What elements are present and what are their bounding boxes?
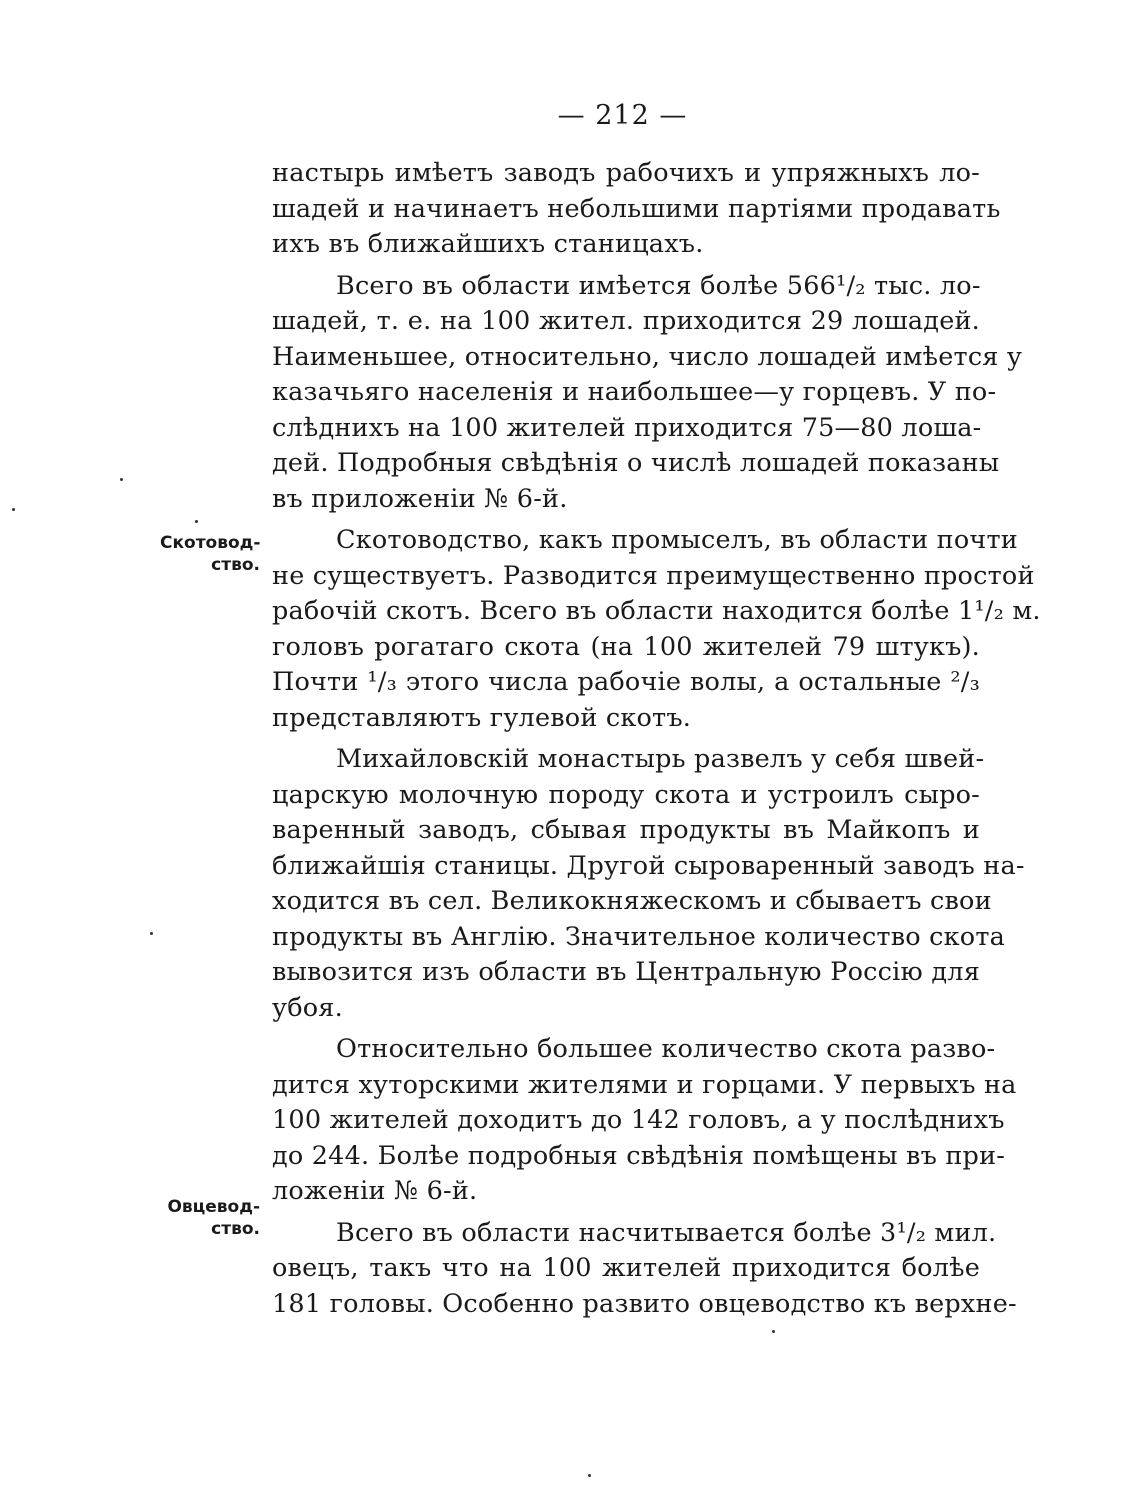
text-line: 181 головы. Особенно развито овцеводство къ верхне- xyxy=(272,1288,1017,1319)
text-line: казачьяго населенія и наибольшее—у горцевъ. У по- xyxy=(272,377,997,407)
scan-speck xyxy=(120,478,123,481)
scan-speck xyxy=(772,1330,775,1333)
text-line: настырь имѣетъ заводъ рабочихъ и упряжныхъ ло- xyxy=(272,158,980,188)
body-text xyxy=(272,156,1041,1322)
paragraph xyxy=(272,523,1041,736)
text-line: овецъ, такъ что на 100 жителей приходится болѣе xyxy=(272,1253,980,1283)
text-line: ложеніи № 6-й. xyxy=(272,1176,478,1206)
text-line: представляютъ гулевой скотъ. xyxy=(272,702,692,733)
text-line: Михайловскій монастырь развелъ у себя швей- xyxy=(336,744,985,774)
text-line: продукты въ Англію. Значительное количество скота xyxy=(272,921,1006,952)
text-line: до 244. Болѣе подробныя свѣдѣнія помѣщены въ при- xyxy=(272,1140,1006,1171)
text-line: Наименьшее, относительно, число лошадей имѣется у xyxy=(272,341,1023,372)
text-line: Относительно большее количество скота разво- xyxy=(336,1034,996,1064)
text-line: Скотоводство, какъ промыселъ, въ области почти xyxy=(336,525,1018,555)
text-line: въ приложеніи № 6-й. xyxy=(272,483,568,514)
text-line: дится хуторскими жителями и горцами. У первыхъ на xyxy=(272,1069,1017,1100)
text-line: рабочій скотъ. Всего въ области находится болѣе 1¹/₂ м. xyxy=(272,596,1041,626)
text-line: варенный заводъ, сбывая продукты въ Майкопъ и xyxy=(272,815,980,845)
text-line: не существуетъ. Разводится преимущественно простой xyxy=(272,560,1035,591)
paragraph xyxy=(272,269,1023,518)
text-line: Почти ¹/₃ этого числа рабочіе волы, а остальные ²/₃ xyxy=(272,667,980,697)
text-line: Всего въ области насчитывается болѣе 3¹/₂ мил. xyxy=(336,1217,997,1248)
text-line: шадей и начинаетъ небольшими партіями продавать xyxy=(272,193,1001,224)
text-line: ихъ въ ближайшихъ станицахъ. xyxy=(272,229,704,259)
text-line: ходится въ сел. Великокняжескомъ и сбываетъ свои xyxy=(272,886,992,916)
paragraph xyxy=(272,156,1001,263)
text-line: убоя. xyxy=(272,992,343,1023)
text-line: ближайшія станицы. Другой сыроваренный заводъ на- xyxy=(272,850,1025,881)
text-line: 100 жителей доходитъ до 142 головъ, а у послѣднихъ xyxy=(272,1105,1005,1135)
paragraph xyxy=(272,742,1025,1026)
margin-note-line: Скотовод- xyxy=(160,533,261,553)
margin-note-line: ство. xyxy=(211,555,260,575)
paragraph xyxy=(272,1216,1017,1323)
paragraph xyxy=(272,1032,1017,1210)
text-line: слѣднихъ на 100 жителей приходится 75—80 лоша- xyxy=(272,412,982,443)
text-line: Всего въ области имѣется болѣе 566¹/₂ тыс. ло- xyxy=(336,270,981,301)
scan-speck xyxy=(150,932,153,935)
scan-speck xyxy=(588,1474,591,1477)
margin-note-cattle xyxy=(160,532,260,576)
margin-note-sheep xyxy=(160,1196,260,1240)
text-line: шадей, т. е. на 100 жител. приходится 29 лошадей. xyxy=(272,306,980,336)
scan-speck xyxy=(12,508,15,511)
margin-note-line: Овцевод- xyxy=(167,1197,260,1217)
margin-note-line: ство. xyxy=(211,1219,260,1239)
text-line: царскую молочную породу скота и устроилъ сыро- xyxy=(272,779,980,810)
page-number: — 212 — xyxy=(557,100,688,131)
text-line: головъ рогатаго скота (на 100 жителей 79 штукъ). xyxy=(272,631,980,662)
scan-speck xyxy=(195,520,198,523)
text-line: вывозится изъ области въ Центральную Россію для xyxy=(272,957,980,987)
text-line: дей. Подробныя свѣдѣнія о числѣ лошадей показаны xyxy=(272,448,1000,478)
